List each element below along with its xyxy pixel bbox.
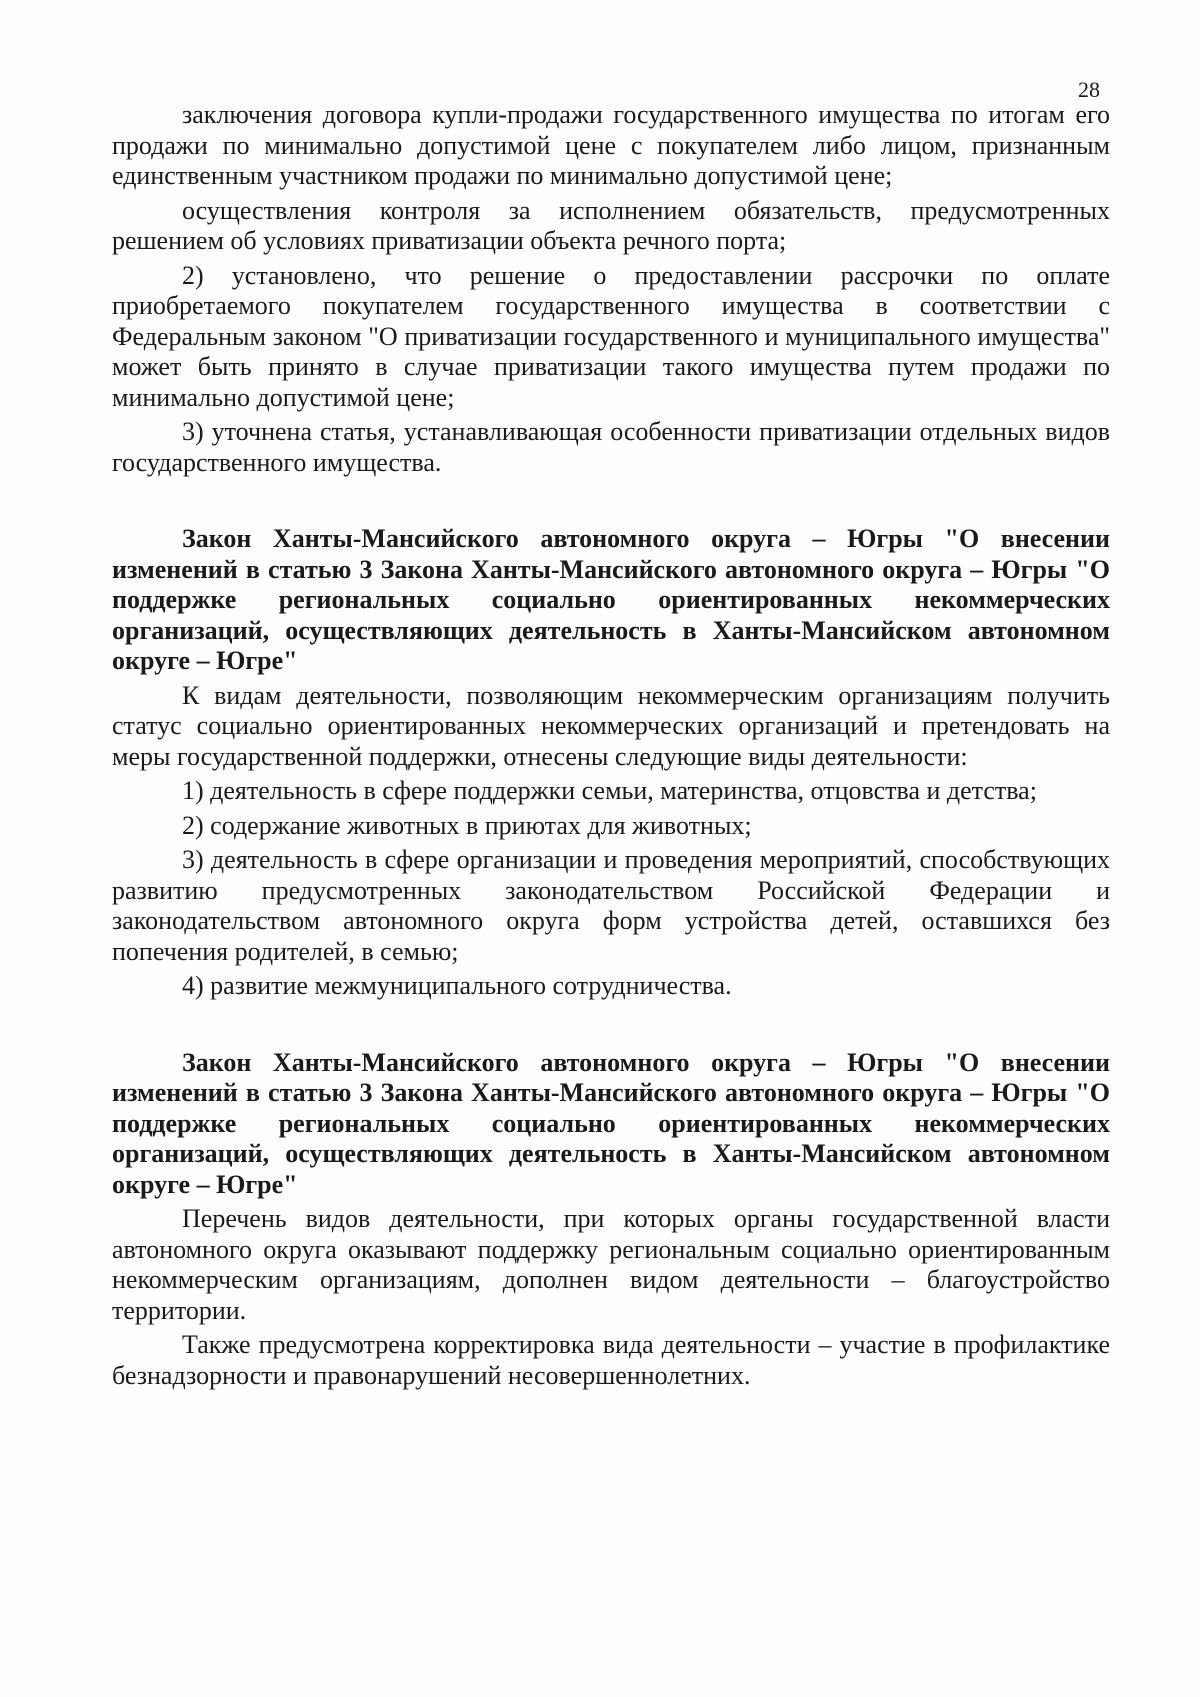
list-item: 4) развитие межмуниципального сотрудничества. — [182, 971, 732, 1000]
paragraph: 3) уточнена статья, устанавливающая особенности приватизации отдельных видов государственного имущества. — [112, 417, 1110, 477]
paragraph: 2) установлено, что решение о предоставлении рассрочки по оплате приобретаемого покупателем государственного имущества в соответствии с Федеральным законом "О приватизации государственного и муниципального имущества" может быть принято в случае приватизации такого имущества путем продажи по минимально допустимой цене; — [112, 260, 1110, 412]
document-body — [112, 100, 1110, 1391]
section-spacer — [112, 478, 1110, 524]
list-item: 1) деятельность в сфере поддержки семьи, материнства, отцовства и детства; — [182, 776, 1037, 805]
section-spacer — [112, 1002, 1110, 1048]
paragraph: Также предусмотрена корректировка вида деятельности – участие в профилактике безнадзорности и правонарушений несовершеннолетних. — [112, 1330, 1110, 1390]
paragraph: К видам деятельности, позволяющим некоммерческим организациям получить статус социально ориентированных некоммерческих организаций и претендовать на меры государственной поддержки, отнесены следующие виды деятельности: — [112, 680, 1110, 771]
list-item: 2) содержание животных в приютах для животных; — [182, 810, 752, 840]
section-heading: Закон Ханты-Мансийского автономного округа – Югры "О внесении изменений в статью 3 Закона Ханты-Мансийского автономного округа – Югры "О поддержке региональных социально ориентированных некоммерческих организаций, осуществляющих деятельность в Ханты-Мансийском автономном округе – Югре" — [112, 1047, 1110, 1199]
paragraph: осуществления контроля за исполнением обязательств, предусмотренных решением об условиях приватизации объекта речного порта; — [112, 195, 1110, 255]
list-item: 3) деятельность в сфере организации и проведения мероприятий, способствующих развитию предусмотренных законодательством Российской Федерации и законодательством автономного округа форм устройства детей, оставшихся без попечения родителей, в семью; — [112, 845, 1110, 966]
paragraph: Перечень видов деятельности, при которых органы государственной власти автономного округа оказывают поддержку региональным социально ориентированным некоммерческим организациям, дополнен видом деятельности – благоустройство территории. — [112, 1204, 1110, 1325]
page-number: 28 — [1078, 77, 1100, 102]
section-heading: Закон Ханты-Мансийского автономного округа – Югры "О внесении изменений в статью 3 Закона Ханты-Мансийского автономного округа – Югры "О поддержке региональных социально ориентированных некоммерческих организаций, осуществляющих деятельность в Ханты-Мансийском автономном округе – Югре" — [112, 524, 1110, 675]
paragraph: заключения договора купли-продажи государственного имущества по итогам его продажи по минимально допустимой цене с покупателем либо лицом, признанным единственным участником продажи по минимально допустимой цене; — [112, 100, 1110, 190]
